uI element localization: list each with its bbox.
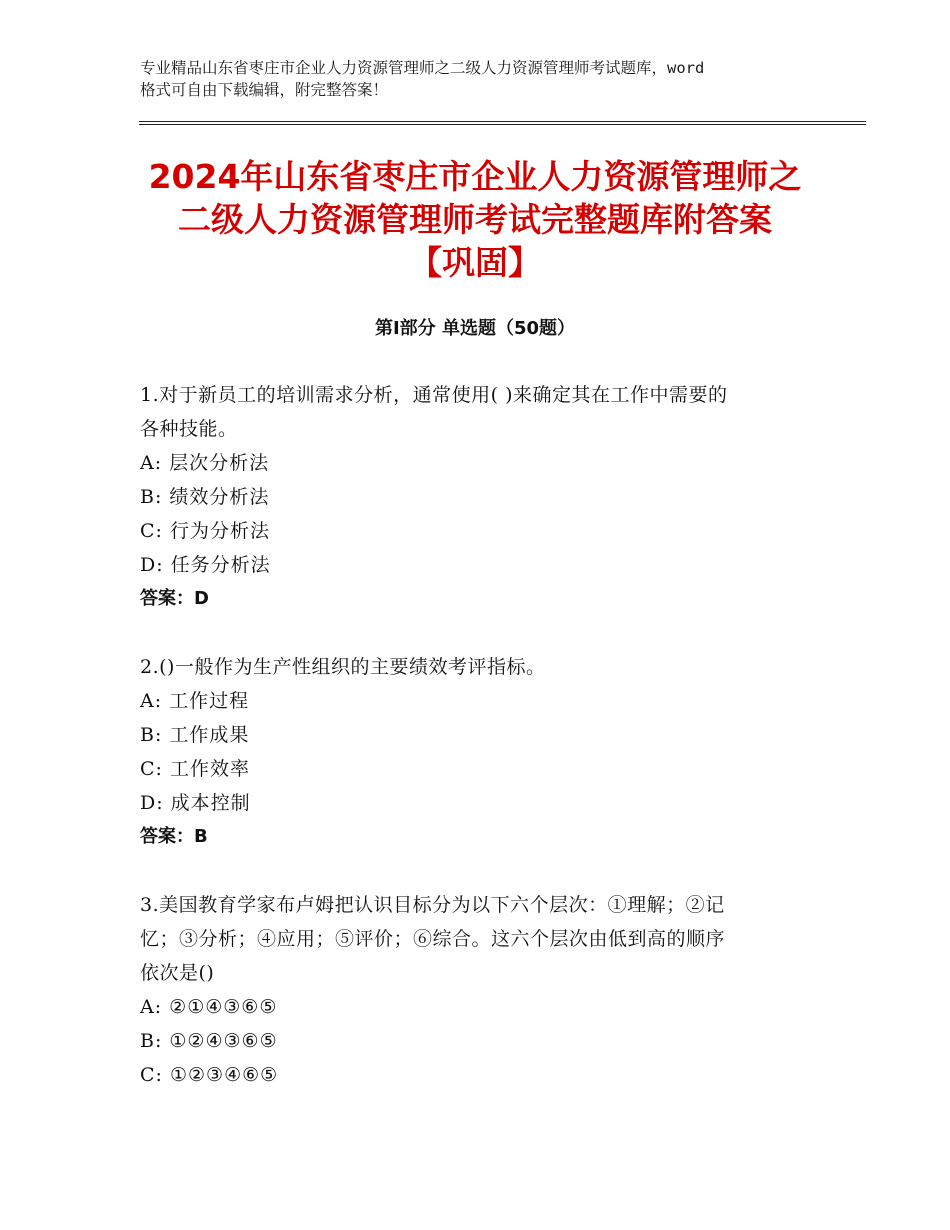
option-b: B: 绩效分析法 — [140, 486, 270, 508]
question-2 — [140, 650, 830, 854]
option-d: D: 成本控制 — [140, 792, 251, 814]
answer: 答案：B — [140, 826, 208, 847]
option-c: C: ①②③④⑥⑤ — [140, 1064, 279, 1086]
title-line2: 二级人力资源管理师考试完整题库附答案 — [178, 200, 772, 239]
option-c: C: 行为分析法 — [140, 520, 270, 542]
option-b: B: ①②④③⑥⑤ — [140, 1030, 278, 1052]
option-a: A: 层次分析法 — [140, 452, 270, 474]
option-a: A: ②①④③⑥⑤ — [140, 996, 278, 1018]
option-b: B: 工作成果 — [140, 724, 250, 746]
question-stem-line: 依次是() — [140, 962, 215, 984]
option-a: A: 工作过程 — [140, 690, 250, 712]
question-stem-line: 各种技能。 — [140, 418, 238, 440]
header-note — [140, 57, 830, 101]
document-title — [100, 155, 850, 284]
question-stem-line: 3.美国教育学家布卢姆把认识目标分为以下六个层次：①理解；②记 — [140, 894, 725, 916]
header-note-line1: 专业精品山东省枣庄市企业人力资源管理师之二级人力资源管理师考试题库，word — [140, 59, 705, 77]
option-d: D: 任务分析法 — [140, 554, 271, 576]
question-3 — [140, 888, 830, 1092]
question-stem-line: 忆；③分析；④应用；⑤评价；⑥综合。这六个层次由低到高的顺序 — [140, 928, 726, 950]
header-divider — [139, 121, 866, 125]
title-line1: 2024年山东省枣庄市企业人力资源管理师之 — [148, 157, 802, 196]
question-stem-line: 2.()一般作为生产性组织的主要绩效考评指标。 — [140, 656, 546, 678]
question-1 — [140, 378, 830, 616]
question-stem-line: 1.对于新员工的培训需求分析，通常使用( )来确定其在工作中需要的 — [140, 384, 728, 406]
question-list — [140, 378, 830, 1126]
section-heading: 第Ⅰ部分 单选题（50题） — [374, 318, 575, 339]
option-c: C: 工作效率 — [140, 758, 250, 780]
answer: 答案：D — [140, 588, 209, 609]
title-line3: 【巩固】 — [409, 243, 541, 282]
header-note-line2: 格式可自由下载编辑，附完整答案！ — [140, 81, 389, 99]
